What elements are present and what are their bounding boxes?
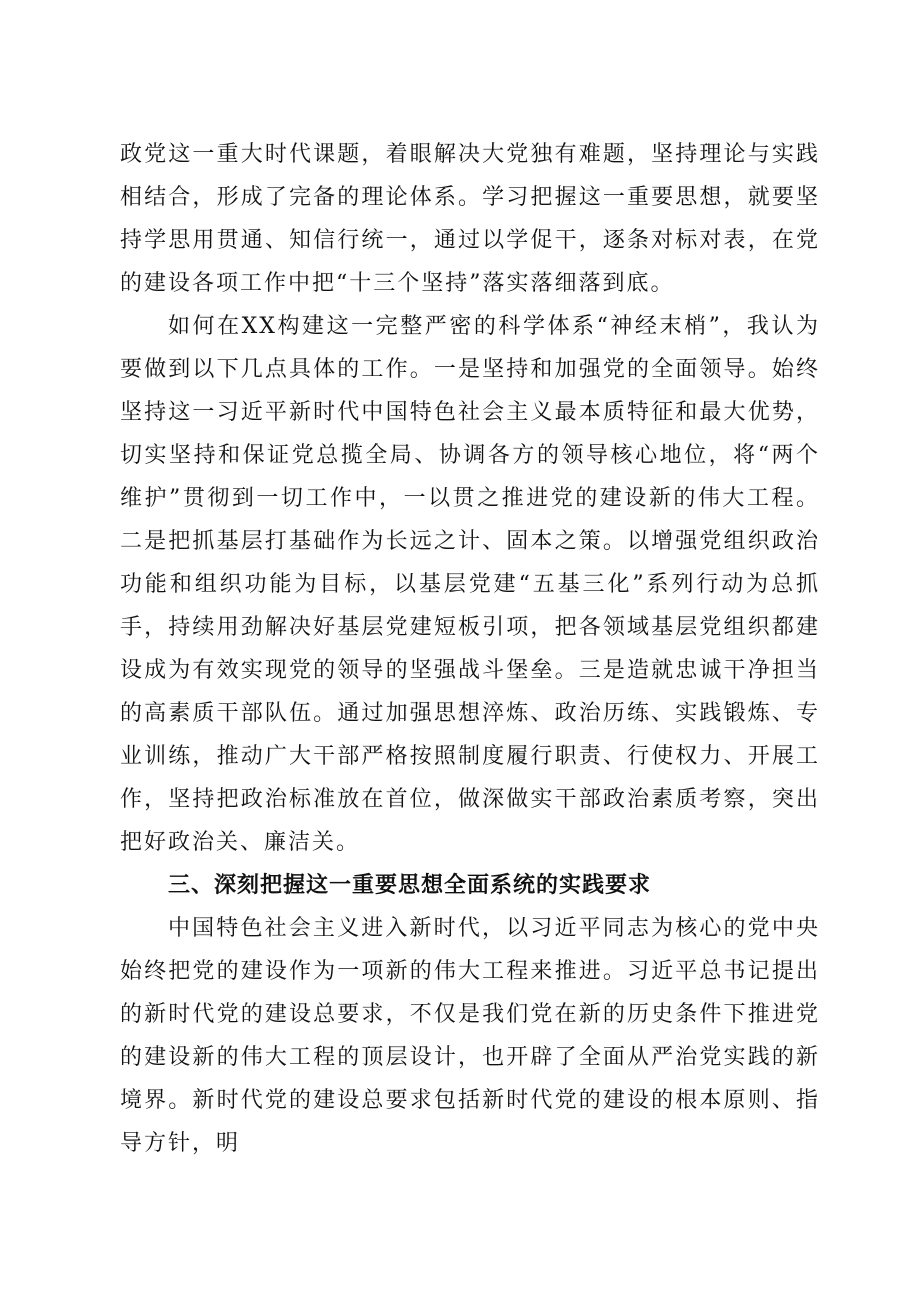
paragraph-requirements: 中国特色社会主义进入新时代，以习近平同志为核心的党中央始终把党的建设作为一项新的伟大工程来推进。习近平总书记提出的新时代党的建设总要求，不仅是我们党在新的历史条件下推进党的建设新的伟大工程的顶层设计，也开辟了全面从严治党实践的新境界。新时代党的建设总要求包括新时代党的建设的根本原则、指导方针，明 bbox=[120, 916, 820, 1156]
paragraph-continuation: 政党这一重大时代课题，着眼解决大党独有难题，坚持理论与实践相结合，形成了完备的理论体系。学习把握这一重要思想，就要坚持学思用贯通、知信行统一，通过以学促干，逐条对标对表，在党的建设各项工作中把“十三个坚持”落实落细落到底。 bbox=[120, 142, 820, 296]
paragraph-measures: 如何在XX构建这一完整严密的科学体系“神经末梢”，我认为要做到以下几点具体的工作。一是坚持和加强党的全面领导。始终坚持这一习近平新时代中国特色社会主义最本质特征和最大优势，切实坚持和保证党总揽全局、协调各方的领导核心地位，将“两个维护”贯彻到一切工作中，一以贯之推进党的建设新的伟大工程。二是把抓基层打基础作为长远之计、固本之策。以增强党组织政治功能和组织功能为目标，以基层党建“五基三化”系列行动为总抓手，持续用劲解决好基层党建短板引项，把各领域基层党组织都建设成为有效实现党的领导的坚强战斗堡垒。三是造就忠诚干净担当的高素质干部队伍。通过加强思想淬炼、政治历练、实践锻炼、专业训练，推动广大干部严格按照制度履行职责、行使权力、开展工作，坚持把政治标准放在首位，做深做实干部政治素质考察，突出把好政治关、廉洁关。 bbox=[120, 314, 820, 855]
section-heading: 三、深刻把握这一重要思想全面系统的实践要求 bbox=[168, 873, 652, 898]
document-body bbox=[120, 133, 820, 1165]
